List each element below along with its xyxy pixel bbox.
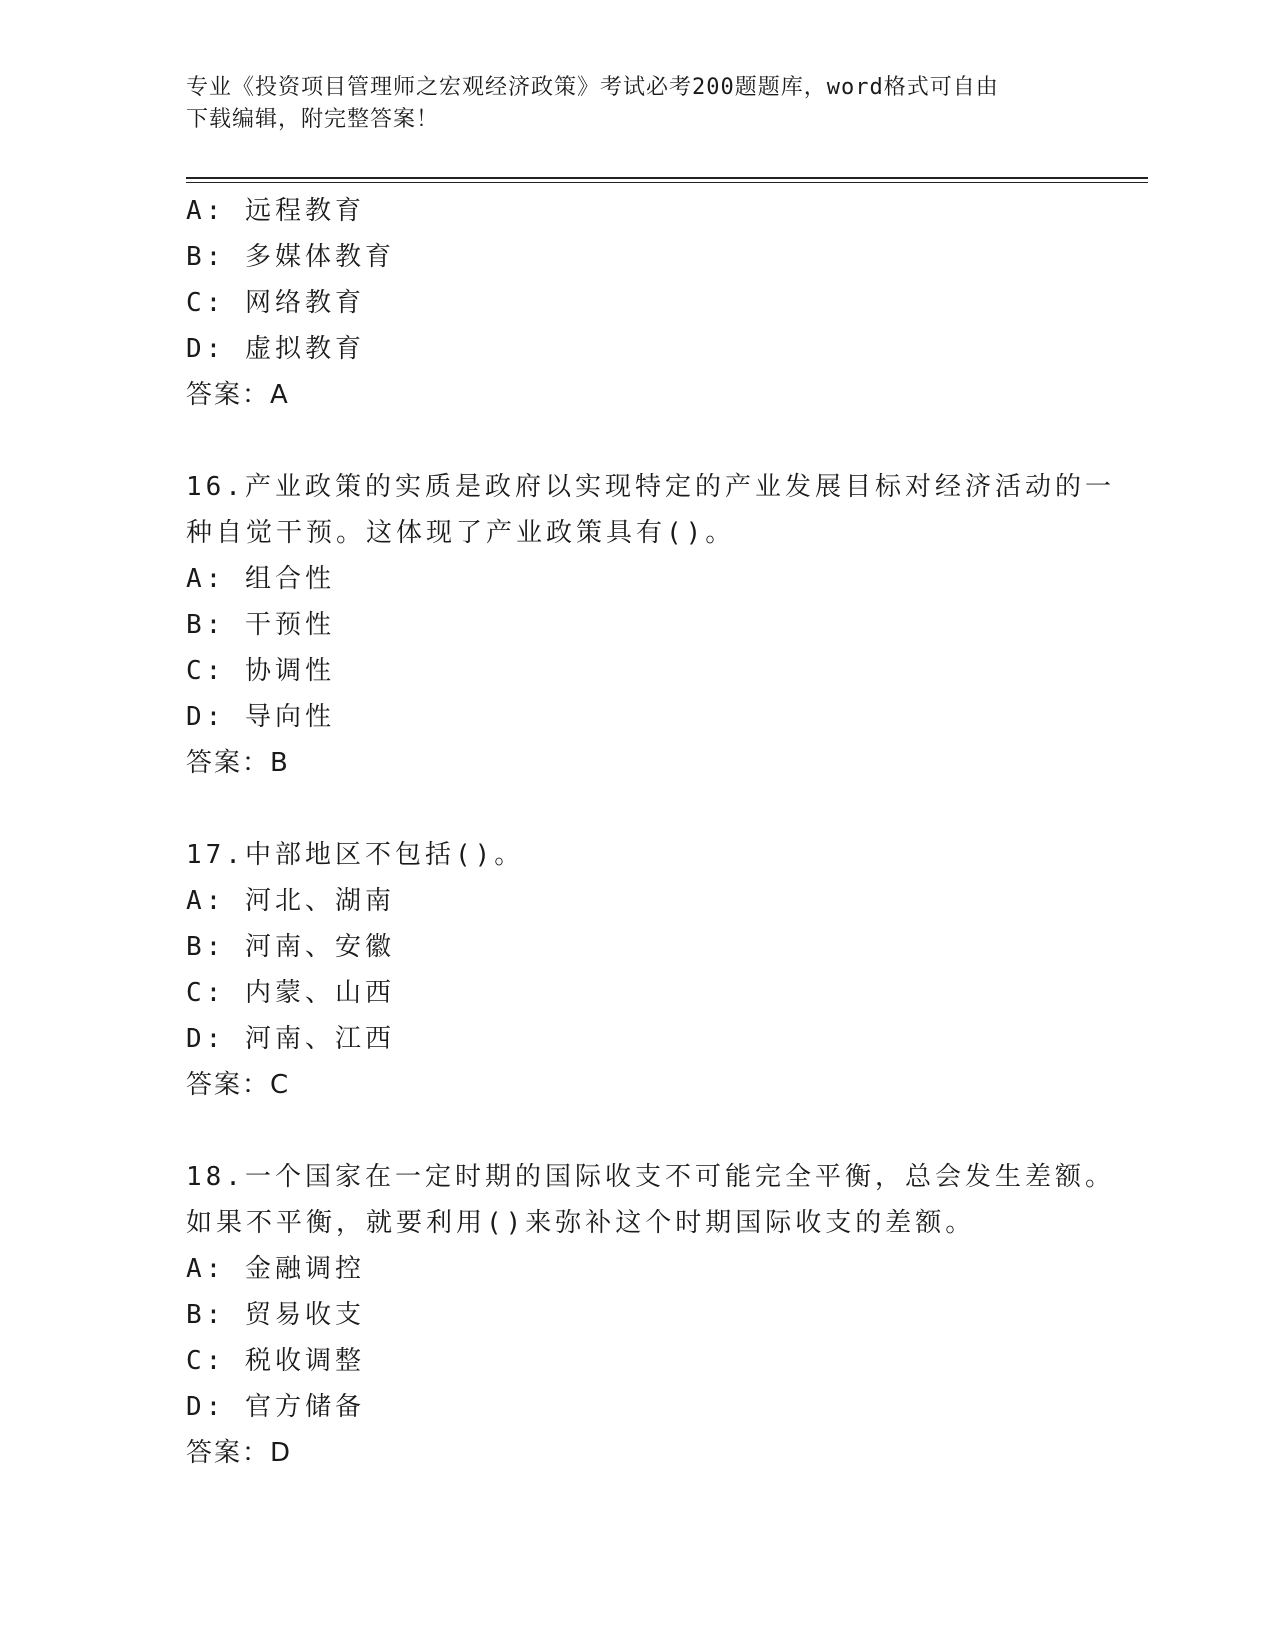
- option-c: C: 网络教育: [186, 288, 365, 318]
- header-divider: [186, 177, 1148, 183]
- option-c: C: 内蒙、山西: [186, 978, 395, 1008]
- spacer: [186, 418, 1086, 464]
- option-a: A: 河北、湖南: [186, 886, 395, 916]
- answer: 答案：A: [186, 380, 290, 410]
- option-c: C: 协调性: [186, 656, 335, 686]
- question-stem-line-1: 18.一个国家在一定时期的国际收支不可能完全平衡，总会发生差额。: [186, 1162, 1115, 1192]
- option-a: A: 组合性: [186, 564, 335, 594]
- header-line-1: 专业《投资项目管理师之宏观经济政策》考试必考200题题库，word格式可自由: [186, 75, 999, 100]
- question-stem-line-1: 16.产业政策的实质是政府以实现特定的产业发展目标对经济活动的一: [186, 472, 1115, 502]
- answer: 答案：D: [186, 1438, 293, 1468]
- option-d: D: 虚拟教育: [186, 334, 365, 364]
- option-b: B: 干预性: [186, 610, 335, 640]
- option-b: B: 多媒体教育: [186, 242, 395, 272]
- question-stem-line-2: 种自觉干预。这体现了产业政策具有()。: [186, 518, 736, 548]
- question-list: [186, 188, 1115, 1476]
- question-15: [186, 188, 1086, 418]
- option-b: B: 贸易收支: [186, 1300, 365, 1330]
- spacer: [186, 1108, 1086, 1154]
- spacer: [186, 786, 1086, 832]
- answer: 答案：B: [186, 748, 290, 778]
- option-c: C: 税收调整: [186, 1346, 365, 1376]
- question-17: [186, 832, 1086, 1108]
- question-stem-line-2: 如果不平衡，就要利用()来弥补这个时期国际收支的差额。: [186, 1208, 976, 1238]
- option-b: B: 河南、安徽: [186, 932, 395, 962]
- option-d: D: 导向性: [186, 702, 335, 732]
- question-18: [186, 1154, 1115, 1476]
- question-stem-line-1: 17.中部地区不包括()。: [186, 840, 525, 870]
- option-d: D: 官方储备: [186, 1392, 365, 1422]
- question-16: [186, 464, 1115, 786]
- header-line-2: 下载编辑，附完整答案！: [186, 107, 440, 132]
- option-a: A: 金融调控: [186, 1254, 365, 1284]
- option-a: A: 远程教育: [186, 196, 365, 226]
- answer: 答案：C: [186, 1070, 291, 1100]
- document-header: [186, 72, 1066, 136]
- option-d: D: 河南、江西: [186, 1024, 395, 1054]
